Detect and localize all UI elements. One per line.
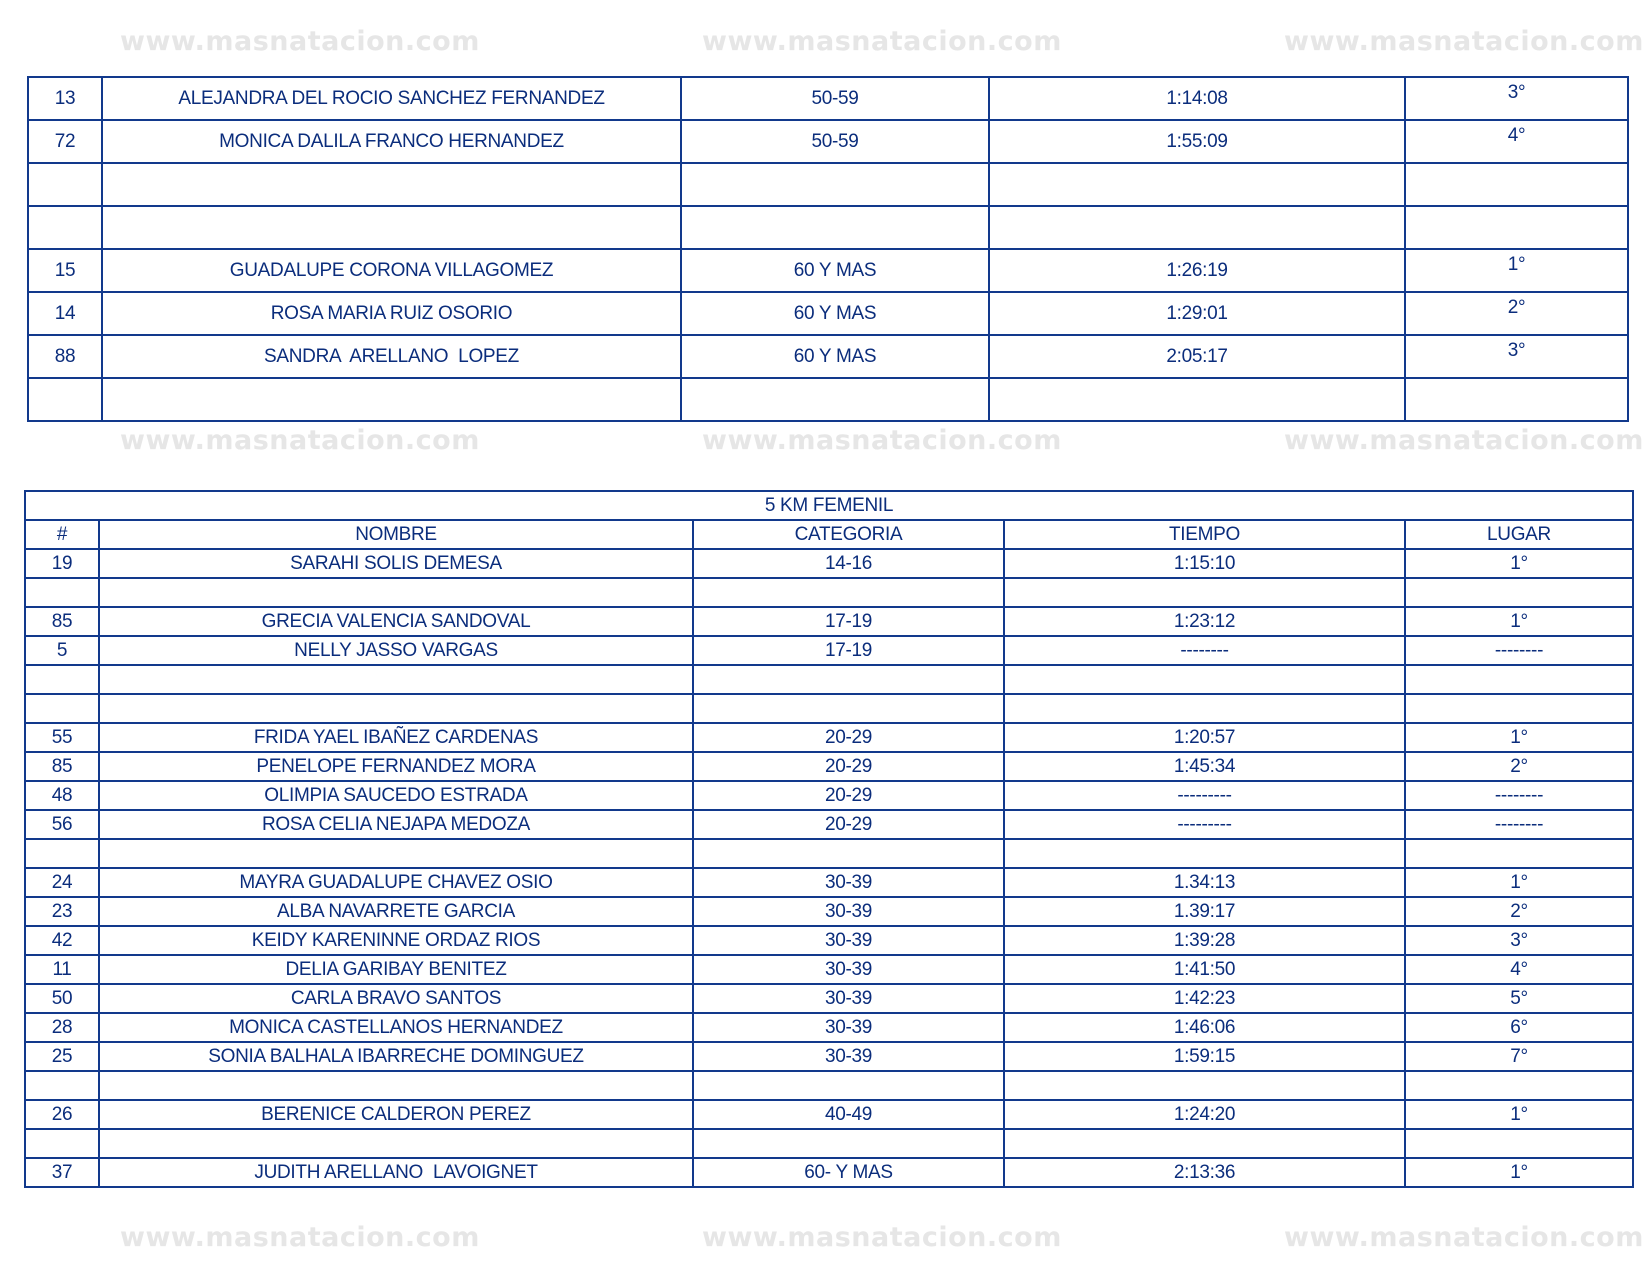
cell-time [1004, 578, 1405, 607]
cell-category: 20-29 [693, 810, 1004, 839]
cell-time: 1:23:12 [1004, 607, 1405, 636]
cell-category: 17-19 [693, 636, 1004, 665]
cell-time: 1:14:08 [989, 77, 1405, 120]
cell-time [1004, 839, 1405, 868]
cell-bib-number: 42 [25, 926, 99, 955]
cell-category: 30-39 [693, 955, 1004, 984]
cell-name [102, 378, 681, 421]
cell-place: 1° [1405, 607, 1633, 636]
cell-category [681, 378, 989, 421]
column-header-bib-number: # [25, 520, 99, 549]
cell-category: 30-39 [693, 1013, 1004, 1042]
cell-place: 1° [1405, 868, 1633, 897]
table-row [25, 839, 1633, 868]
table-row [25, 984, 1633, 1013]
cell-place [1405, 694, 1633, 723]
cell-name: JUDITH ARELLANO LAVOIGNET [99, 1158, 693, 1187]
cell-bib-number: 28 [25, 1013, 99, 1042]
cell-place [1405, 1129, 1633, 1158]
watermark: www.masnatacion.com [702, 26, 1062, 57]
cell-category [693, 665, 1004, 694]
cell-time: 1.34:13 [1004, 868, 1405, 897]
cell-place: 7° [1405, 1042, 1633, 1071]
table-row [25, 1013, 1633, 1042]
cell-time [1004, 665, 1405, 694]
table-title: 5 KM FEMENIL [25, 491, 1633, 520]
cell-place [1405, 1071, 1633, 1100]
cell-name: MONICA CASTELLANOS HERNANDEZ [99, 1013, 693, 1042]
cell-bib-number: 23 [25, 897, 99, 926]
watermark: www.masnatacion.com [120, 26, 480, 57]
cell-name: SONIA BALHALA IBARRECHE DOMINGUEZ [99, 1042, 693, 1071]
table-title-row [25, 491, 1633, 520]
table-row [25, 752, 1633, 781]
cell-place: 3° [1405, 335, 1628, 378]
cell-bib-number: 24 [25, 868, 99, 897]
watermark: www.masnatacion.com [1284, 1222, 1644, 1253]
cell-category: 30-39 [693, 984, 1004, 1013]
table-row [28, 77, 1628, 120]
watermark: www.masnatacion.com [1284, 425, 1644, 456]
cell-name: PENELOPE FERNANDEZ MORA [99, 752, 693, 781]
cell-time: 1:29:01 [989, 292, 1405, 335]
cell-time: 2:13:36 [1004, 1158, 1405, 1187]
watermark: www.masnatacion.com [702, 425, 1062, 456]
column-header-place: LUGAR [1405, 520, 1633, 549]
table-row [25, 926, 1633, 955]
cell-bib-number: 26 [25, 1100, 99, 1129]
cell-bib-number: 19 [25, 549, 99, 578]
cell-place: 2° [1405, 292, 1628, 335]
cell-place [1405, 578, 1633, 607]
cell-name: MAYRA GUADALUPE CHAVEZ OSIO [99, 868, 693, 897]
cell-time: 1:39:28 [1004, 926, 1405, 955]
watermark: www.masnatacion.com [120, 1222, 480, 1253]
cell-category [693, 578, 1004, 607]
cell-time: 1:59:15 [1004, 1042, 1405, 1071]
cell-category: 20-29 [693, 752, 1004, 781]
cell-name: ALEJANDRA DEL ROCIO SANCHEZ FERNANDEZ [102, 77, 681, 120]
cell-bib-number: 11 [25, 955, 99, 984]
cell-bib-number: 37 [25, 1158, 99, 1187]
cell-bib-number [25, 694, 99, 723]
cell-place: 1° [1405, 1158, 1633, 1187]
cell-name: FRIDA YAEL IBAÑEZ CARDENAS [99, 723, 693, 752]
cell-name: GRECIA VALENCIA SANDOVAL [99, 607, 693, 636]
cell-place [1405, 665, 1633, 694]
cell-time: 1:20:57 [1004, 723, 1405, 752]
cell-name [99, 578, 693, 607]
table-row [25, 694, 1633, 723]
cell-bib-number: 56 [25, 810, 99, 839]
cell-category: 20-29 [693, 723, 1004, 752]
watermark: www.masnatacion.com [120, 425, 480, 456]
cell-place [1405, 378, 1628, 421]
cell-name: GUADALUPE CORONA VILLAGOMEZ [102, 249, 681, 292]
column-header-category: CATEGORIA [693, 520, 1004, 549]
cell-place: 2° [1405, 752, 1633, 781]
table-row [25, 955, 1633, 984]
cell-place: -------- [1405, 636, 1633, 665]
cell-category: 50-59 [681, 77, 989, 120]
table-row [28, 163, 1628, 206]
cell-bib-number [25, 1071, 99, 1100]
cell-place: -------- [1405, 810, 1633, 839]
cell-category: 20-29 [693, 781, 1004, 810]
cell-category: 60 Y MAS [681, 335, 989, 378]
cell-place: 1° [1405, 1100, 1633, 1129]
table-row [25, 1071, 1633, 1100]
cell-bib-number [28, 163, 102, 206]
cell-time [1004, 1129, 1405, 1158]
cell-name [99, 839, 693, 868]
cell-category: 40-49 [693, 1100, 1004, 1129]
table-row [25, 607, 1633, 636]
cell-place: -------- [1405, 781, 1633, 810]
table-row [25, 1100, 1633, 1129]
cell-place: 4° [1405, 120, 1628, 163]
table-row [28, 292, 1628, 335]
cell-bib-number [28, 206, 102, 249]
table-row [25, 549, 1633, 578]
table-row [25, 1129, 1633, 1158]
cell-bib-number [25, 1129, 99, 1158]
cell-place: 2° [1405, 897, 1633, 926]
cell-category: 30-39 [693, 868, 1004, 897]
cell-category: 60 Y MAS [681, 292, 989, 335]
table-row [25, 810, 1633, 839]
watermark: www.masnatacion.com [702, 1222, 1062, 1253]
table-row [25, 665, 1633, 694]
cell-time: 1:26:19 [989, 249, 1405, 292]
cell-category: 30-39 [693, 897, 1004, 926]
cell-time: 1:45:34 [1004, 752, 1405, 781]
cell-bib-number: 85 [25, 607, 99, 636]
cell-time: --------- [1004, 781, 1405, 810]
watermark: www.masnatacion.com [1284, 26, 1644, 57]
cell-bib-number: 48 [25, 781, 99, 810]
table-header-row [25, 520, 1633, 549]
cell-name: MONICA DALILA FRANCO HERNANDEZ [102, 120, 681, 163]
cell-category [693, 1071, 1004, 1100]
cell-name: ALBA NAVARRETE GARCIA [99, 897, 693, 926]
table-row [25, 868, 1633, 897]
cell-place: 1° [1405, 249, 1628, 292]
cell-bib-number: 5 [25, 636, 99, 665]
cell-time: 2:05:17 [989, 335, 1405, 378]
cell-time [989, 206, 1405, 249]
cell-time: 1:55:09 [989, 120, 1405, 163]
table-row [25, 578, 1633, 607]
cell-time: 1:41:50 [1004, 955, 1405, 984]
cell-place: 3° [1405, 926, 1633, 955]
cell-name [99, 1129, 693, 1158]
cell-time: 1:42:23 [1004, 984, 1405, 1013]
cell-time [989, 378, 1405, 421]
results-table-continued [27, 76, 1629, 422]
results-table-5km-femenil [24, 490, 1634, 1188]
table-row [25, 723, 1633, 752]
cell-category: 30-39 [693, 1042, 1004, 1071]
cell-bib-number [25, 578, 99, 607]
cell-category: 17-19 [693, 607, 1004, 636]
cell-category: 30-39 [693, 926, 1004, 955]
cell-bib-number: 85 [25, 752, 99, 781]
cell-category [693, 694, 1004, 723]
cell-name: BERENICE CALDERON PEREZ [99, 1100, 693, 1129]
cell-category: 60 Y MAS [681, 249, 989, 292]
table-row [28, 335, 1628, 378]
cell-category: 50-59 [681, 120, 989, 163]
cell-place: 3° [1405, 77, 1628, 120]
cell-place: 6° [1405, 1013, 1633, 1042]
cell-time: -------- [1004, 636, 1405, 665]
cell-category [693, 1129, 1004, 1158]
table-row [25, 636, 1633, 665]
cell-bib-number: 13 [28, 77, 102, 120]
cell-bib-number: 55 [25, 723, 99, 752]
cell-name [99, 1071, 693, 1100]
cell-time [989, 163, 1405, 206]
cell-time: 1.39:17 [1004, 897, 1405, 926]
cell-bib-number: 14 [28, 292, 102, 335]
column-header-name: NOMBRE [99, 520, 693, 549]
cell-time: 1:24:20 [1004, 1100, 1405, 1129]
table-row [25, 1042, 1633, 1071]
table-row [25, 897, 1633, 926]
cell-bib-number: 15 [28, 249, 102, 292]
cell-name: OLIMPIA SAUCEDO ESTRADA [99, 781, 693, 810]
cell-bib-number [25, 665, 99, 694]
cell-place [1405, 839, 1633, 868]
cell-name [102, 163, 681, 206]
cell-name: ROSA MARIA RUIZ OSORIO [102, 292, 681, 335]
cell-place: 4° [1405, 955, 1633, 984]
cell-name [102, 206, 681, 249]
cell-name: SANDRA ARELLANO LOPEZ [102, 335, 681, 378]
table-row [25, 781, 1633, 810]
table-row [25, 1158, 1633, 1187]
cell-name: SARAHI SOLIS DEMESA [99, 549, 693, 578]
cell-name [99, 665, 693, 694]
cell-time [1004, 1071, 1405, 1100]
cell-name: ROSA CELIA NEJAPA MEDOZA [99, 810, 693, 839]
cell-place: 1° [1405, 723, 1633, 752]
cell-bib-number: 50 [25, 984, 99, 1013]
cell-category [693, 839, 1004, 868]
cell-time: 1:15:10 [1004, 549, 1405, 578]
cell-name: KEIDY KARENINNE ORDAZ RIOS [99, 926, 693, 955]
table-row [28, 249, 1628, 292]
table-row [28, 378, 1628, 421]
cell-bib-number [28, 378, 102, 421]
table-row [28, 206, 1628, 249]
table-row [28, 120, 1628, 163]
cell-place [1405, 206, 1628, 249]
cell-name: DELIA GARIBAY BENITEZ [99, 955, 693, 984]
cell-time: --------- [1004, 810, 1405, 839]
cell-bib-number: 25 [25, 1042, 99, 1071]
cell-name [99, 694, 693, 723]
cell-bib-number [25, 839, 99, 868]
cell-category [681, 163, 989, 206]
cell-place: 1° [1405, 549, 1633, 578]
cell-name: CARLA BRAVO SANTOS [99, 984, 693, 1013]
cell-category: 14-16 [693, 549, 1004, 578]
cell-time: 1:46:06 [1004, 1013, 1405, 1042]
cell-bib-number: 88 [28, 335, 102, 378]
cell-bib-number: 72 [28, 120, 102, 163]
cell-place: 5° [1405, 984, 1633, 1013]
cell-name: NELLY JASSO VARGAS [99, 636, 693, 665]
cell-time [1004, 694, 1405, 723]
cell-category [681, 206, 989, 249]
cell-category: 60- Y MAS [693, 1158, 1004, 1187]
cell-place [1405, 163, 1628, 206]
column-header-time: TIEMPO [1004, 520, 1405, 549]
